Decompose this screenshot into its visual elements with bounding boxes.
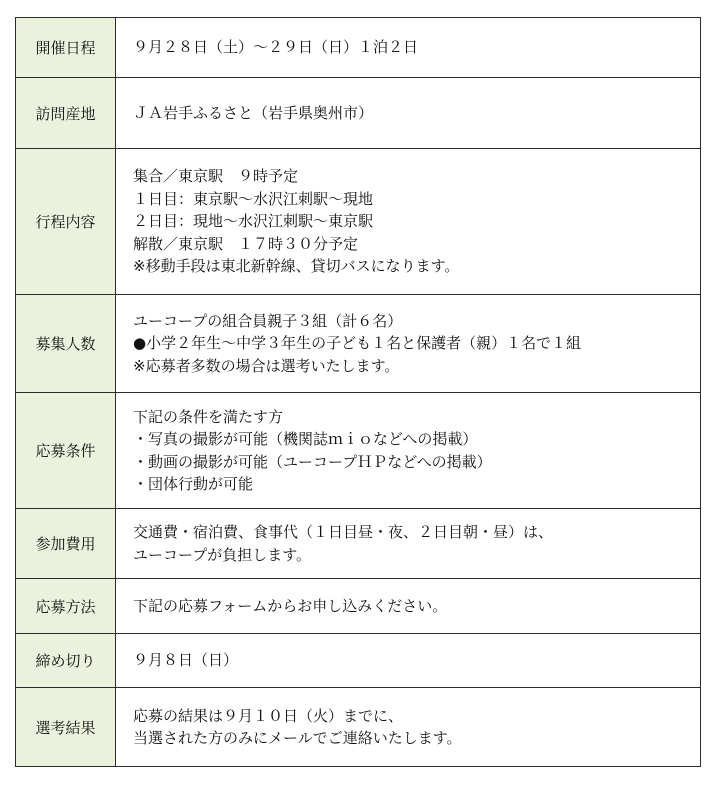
row-value <box>116 18 701 78</box>
row-value <box>116 509 701 579</box>
row-conditions <box>16 393 701 509</box>
value-line: ユーコープが負担します。 <box>133 545 312 564</box>
value-line: ９月２８日（土）～２９日（日）１泊２日 <box>133 38 419 57</box>
value-line: ・動画の撮影が可能（ユーコープＨＰなどへの掲載） <box>133 452 492 471</box>
value-line: ２日目：現地～水沢江刺駅～東京駅 <box>133 212 374 231</box>
value-line: 交通費・宿泊費、食事代（１日目昼・夜、２日目朝・昼）は、 <box>133 523 554 541</box>
value-line: ユーコープの組合員親子３組（計６名） <box>133 311 403 330</box>
row-label: 応募方法 <box>16 579 116 634</box>
value-line: ※応募者多数の場合は選考いたします。 <box>133 356 400 375</box>
value-line: 応募の結果は９月１０日（火）までに、 <box>133 706 404 725</box>
row-deadline <box>16 634 701 688</box>
value-line: ・団体行動が可能 <box>133 475 254 493</box>
row-value <box>116 393 701 509</box>
row-label: 応募条件 <box>16 393 116 509</box>
value-line: １日目：東京駅～水沢江刺駅～現地 <box>133 189 374 208</box>
row-value <box>116 149 701 295</box>
row-label: 募集人数 <box>16 295 116 393</box>
value-line: 下記の応募フォームからお申し込みください。 <box>133 596 448 615</box>
row-value <box>116 295 701 393</box>
value-line: ※移動手段は東北新幹線、貸切バスになります。 <box>133 257 460 276</box>
row-visit-site <box>16 78 701 149</box>
row-label: 開催日程 <box>16 18 116 78</box>
row-cost <box>16 509 701 579</box>
row-value <box>116 579 701 634</box>
row-label: 訪問産地 <box>16 78 116 149</box>
row-label: 締め切り <box>16 634 116 688</box>
value-line: 当選された方のみにメールでご連絡いたします。 <box>133 729 462 747</box>
row-apply-method <box>16 579 701 634</box>
event-info-table <box>15 17 701 767</box>
row-value <box>116 634 701 688</box>
row-label: 選考結果 <box>16 688 116 767</box>
row-schedule <box>16 18 701 78</box>
value-line: ＪＡ岩手ふるさと（岩手県奥州市） <box>133 103 374 122</box>
row-value <box>116 78 701 149</box>
value-line: ●小学２年生～中学３年生の子ども１名と保護者（親）１名で１組 <box>133 334 582 353</box>
event-info-body <box>16 18 701 767</box>
value-line: 集合／東京駅 ９時予定 <box>133 167 299 186</box>
row-label: 参加費用 <box>16 509 116 579</box>
row-itinerary <box>16 149 701 295</box>
value-line: ・写真の撮影が可能（機関誌ｍｉｏなどへの掲載） <box>133 430 478 448</box>
row-label: 行程内容 <box>16 149 116 295</box>
row-capacity <box>16 295 701 393</box>
row-value <box>116 688 701 767</box>
row-selection-result <box>16 688 701 767</box>
value-line: ９月８日（日） <box>133 651 239 670</box>
value-line: 下記の条件を満たす方 <box>133 407 284 426</box>
value-line: 解散／東京駅 １７時３０分予定 <box>133 234 359 253</box>
